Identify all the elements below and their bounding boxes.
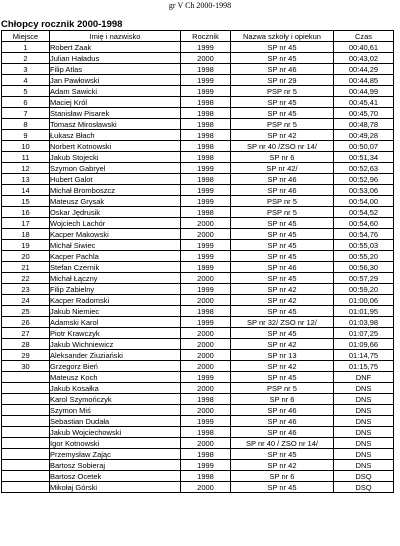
school-cell: SP nr 6 [231,394,334,405]
time-cell: 00:54,52 [334,207,394,218]
birth-year-cell: 1999 [181,75,231,86]
time-cell: 00:50,07 [334,141,394,152]
place-cell [2,383,50,394]
school-cell: SP nr 46 [231,174,334,185]
athlete-name-cell: Wojciech Lachór [50,218,181,229]
place-cell: 28 [2,339,50,350]
athlete-name-cell: Bartosz Ocetek [50,471,181,482]
place-cell: 20 [2,251,50,262]
birth-year-cell: 1999 [181,317,231,328]
table-row [2,361,394,372]
school-cell: PSP nr 5 [231,196,334,207]
place-cell: 18 [2,229,50,240]
time-cell: 00:55,03 [334,240,394,251]
school-cell: SP nr 13 [231,350,334,361]
table-row [2,317,394,328]
school-cell: SP nr 42 [231,339,334,350]
table-row [2,64,394,75]
athlete-name-cell: Robert Zaak [50,42,181,53]
time-cell: 00:54,00 [334,196,394,207]
table-row [2,251,394,262]
page-header-title: gr V Ch 2000-1998 [168,1,232,10]
time-cell: 00:57,29 [334,273,394,284]
athlete-name-cell: Mikołaj Górski [50,482,181,493]
table-row [2,350,394,361]
school-cell: SP nr 40 /ZSO nr 14/ [231,141,334,152]
place-cell [2,394,50,405]
place-cell: 10 [2,141,50,152]
school-cell: SP nr 42 [231,460,334,471]
school-cell: SP nr 45 [231,372,334,383]
time-cell: DNS [334,427,394,438]
school-cell: PSP nr 5 [231,119,334,130]
birth-year-cell: 2000 [181,328,231,339]
table-row [2,460,394,471]
athlete-name-cell: Szymon Miś [50,405,181,416]
table-row [2,284,394,295]
time-cell: DSQ [334,471,394,482]
birth-year-cell: 1998 [181,152,231,163]
school-cell: SP nr 42/ [231,163,334,174]
birth-year-cell: 2000 [181,405,231,416]
time-cell: 00:44,99 [334,86,394,97]
athlete-name-cell: Mateusz Grysak [50,196,181,207]
school-cell: SP nr 29 [231,75,334,86]
athlete-name-cell: Jan Pawłowski [50,75,181,86]
time-cell: 00:45,41 [334,97,394,108]
birth-year-cell: 1999 [181,185,231,196]
athlete-name-cell: Stanisław Pisarek [50,108,181,119]
table-row [2,427,394,438]
place-cell: 24 [2,295,50,306]
birth-year-cell: 1999 [181,196,231,207]
athlete-name-cell: Filip Zabielny [50,284,181,295]
place-cell: 15 [2,196,50,207]
results-table [1,30,394,493]
birth-year-cell: 1998 [181,471,231,482]
athlete-name-cell: Maciej Król [50,97,181,108]
table-row [2,42,394,53]
place-cell [2,427,50,438]
athlete-name-cell: Norbert Kotnowski [50,141,181,152]
birth-year-cell: 2000 [181,229,231,240]
birth-year-cell: 1999 [181,240,231,251]
table-row [2,449,394,460]
school-cell: SP nr 45 [231,251,334,262]
school-cell: SP nr 45 [231,53,334,64]
place-cell: 7 [2,108,50,119]
birth-year-cell: 1999 [181,86,231,97]
time-cell: DNS [334,416,394,427]
table-row [2,207,394,218]
birth-year-cell: 1998 [181,141,231,152]
athlete-name-cell: Stefan Czernik [50,262,181,273]
table-row [2,471,394,482]
athlete-name-cell: Adam Sawicki [50,86,181,97]
time-cell: 00:52,63 [334,163,394,174]
column-header-place: Miejsce [2,31,50,42]
table-row [2,482,394,493]
birth-year-cell: 1998 [181,174,231,185]
athlete-name-cell: Tomasz Mirosławski [50,119,181,130]
table-row [2,229,394,240]
school-cell: SP nr 42 [231,295,334,306]
place-cell: 19 [2,240,50,251]
table-row [2,218,394,229]
school-cell: SP nr 45 [231,108,334,119]
place-cell: 29 [2,350,50,361]
birth-year-cell: 2000 [181,361,231,372]
table-row [2,262,394,273]
table-row [2,273,394,284]
column-header-name: Imię i nazwisko [50,31,181,42]
athlete-name-cell: Jakub Stojecki [50,152,181,163]
time-cell: 00:53,06 [334,185,394,196]
birth-year-cell: 1999 [181,163,231,174]
table-row [2,108,394,119]
school-cell: SP nr 32/ ZSO nr 12/ [231,317,334,328]
school-cell: SP nr 42 [231,361,334,372]
school-cell: SP nr 45 [231,328,334,339]
school-cell: PSP nr 5 [231,86,334,97]
school-cell: SP nr 45 [231,482,334,493]
table-row [2,97,394,108]
place-cell [2,471,50,482]
place-cell: 4 [2,75,50,86]
time-cell: 00:59,20 [334,284,394,295]
place-cell: 17 [2,218,50,229]
time-cell: 00:51,34 [334,152,394,163]
athlete-name-cell: Jakub Niemiec [50,306,181,317]
athlete-name-cell: Oskar Jędrusik [50,207,181,218]
place-cell [2,416,50,427]
birth-year-cell: 2000 [181,339,231,350]
table-row [2,372,394,383]
birth-year-cell: 1999 [181,460,231,471]
athlete-name-cell: Szymon Gabryel [50,163,181,174]
column-header-time: Czas [334,31,394,42]
athlete-name-cell: Michał Siwiec [50,240,181,251]
birth-year-cell: 2000 [181,438,231,449]
place-cell: 26 [2,317,50,328]
time-cell: 01:14,75 [334,350,394,361]
athlete-name-cell: Bartosz Sobieraj [50,460,181,471]
time-cell: 01:01,95 [334,306,394,317]
time-cell: 00:44,85 [334,75,394,86]
birth-year-cell: 1998 [181,119,231,130]
place-cell: 1 [2,42,50,53]
time-cell: 00:40,61 [334,42,394,53]
time-cell: DNS [334,405,394,416]
athlete-name-cell: Julian Haładus [50,53,181,64]
time-cell: 00:52,96 [334,174,394,185]
table-row [2,152,394,163]
time-cell: 00:56,30 [334,262,394,273]
school-cell: SP nr 45 [231,240,334,251]
time-cell: 00:54,60 [334,218,394,229]
school-cell: SP nr 46 [231,64,334,75]
birth-year-cell: 2000 [181,350,231,361]
table-row [2,130,394,141]
time-cell: DNF [334,372,394,383]
time-cell: DNS [334,438,394,449]
school-cell: SP nr 46 [231,185,334,196]
athlete-name-cell: Michał Łączny [50,273,181,284]
table-row [2,339,394,350]
time-cell: 00:55,20 [334,251,394,262]
birth-year-cell: 1999 [181,416,231,427]
table-row [2,53,394,64]
table-row [2,196,394,207]
table-row [2,75,394,86]
school-cell: SP nr 6 [231,152,334,163]
place-cell: 14 [2,185,50,196]
time-cell: DSQ [334,482,394,493]
time-cell: 01:03,98 [334,317,394,328]
time-cell: 01:09,66 [334,339,394,350]
birth-year-cell: 1999 [181,284,231,295]
time-cell: 00:54,76 [334,229,394,240]
athlete-name-cell: Jakub Wichniewicz [50,339,181,350]
time-cell: 00:44,29 [334,64,394,75]
place-cell: 27 [2,328,50,339]
athlete-name-cell: Karol Szymończyk [50,394,181,405]
table-row [2,383,394,394]
birth-year-cell: 1998 [181,306,231,317]
place-cell: 2 [2,53,50,64]
place-cell: 30 [2,361,50,372]
place-cell: 13 [2,174,50,185]
athlete-name-cell: Jakub Wojciechowski [50,427,181,438]
table-row [2,185,394,196]
school-cell: SP nr 42 [231,284,334,295]
school-cell: PSP nr 5 [231,207,334,218]
school-cell: SP nr 45 [231,229,334,240]
place-cell [2,438,50,449]
birth-year-cell: 2000 [181,273,231,284]
table-row [2,295,394,306]
time-cell: DNS [334,460,394,471]
place-cell [2,482,50,493]
school-cell: SP nr 46 [231,262,334,273]
table-row [2,306,394,317]
birth-year-cell: 1998 [181,449,231,460]
birth-year-cell: 2000 [181,482,231,493]
birth-year-cell: 2000 [181,383,231,394]
athlete-name-cell: Przemysław Zając [50,449,181,460]
athlete-name-cell: Hubert Galot [50,174,181,185]
school-cell: SP nr 45 [231,42,334,53]
column-header-school: Nazwa szkoły i opiekun [231,31,334,42]
place-cell: 3 [2,64,50,75]
time-cell: 00:45,70 [334,108,394,119]
school-cell: SP nr 42 [231,130,334,141]
time-cell: DNS [334,449,394,460]
section-title: Chłopcy rocznik 2000-1998 [1,19,123,30]
time-cell: 01:07,25 [334,328,394,339]
place-cell: 11 [2,152,50,163]
birth-year-cell: 1998 [181,427,231,438]
school-cell: PSP nr 5 [231,383,334,394]
place-cell [2,405,50,416]
place-cell: 21 [2,262,50,273]
athlete-name-cell: Aleksander Ziuziański [50,350,181,361]
school-cell: SP nr 45 [231,273,334,284]
time-cell: DNS [334,394,394,405]
results-table-body [2,42,394,493]
birth-year-cell: 2000 [181,53,231,64]
birth-year-cell: 1999 [181,251,231,262]
athlete-name-cell: Filip Atlas [50,64,181,75]
school-cell: SP nr 46 [231,405,334,416]
table-row [2,86,394,97]
athlete-name-cell: Adamski Karol [50,317,181,328]
birth-year-cell: 2000 [181,218,231,229]
school-cell: SP nr 45 [231,449,334,460]
school-cell: SP nr 45 [231,306,334,317]
place-cell [2,372,50,383]
athlete-name-cell: Kacper Makowski [50,229,181,240]
place-cell: 16 [2,207,50,218]
birth-year-cell: 1999 [181,262,231,273]
time-cell: 01:00,06 [334,295,394,306]
school-cell: SP nr 46 [231,427,334,438]
table-header-row [2,31,394,42]
athlete-name-cell: Jakub Kosałka [50,383,181,394]
athlete-name-cell: Kacper Radomski [50,295,181,306]
table-row [2,240,394,251]
athlete-name-cell: Grzegorz Bień [50,361,181,372]
time-cell: DNS [334,383,394,394]
table-row [2,328,394,339]
table-row [2,416,394,427]
place-cell: 8 [2,119,50,130]
birth-year-cell: 1998 [181,97,231,108]
place-cell: 6 [2,97,50,108]
athlete-name-cell: Igor Kotnowski [50,438,181,449]
time-cell: 00:49,28 [334,130,394,141]
athlete-name-cell: Michał Bromboszcz [50,185,181,196]
place-cell: 9 [2,130,50,141]
athlete-name-cell: Łukasz Błach [50,130,181,141]
time-cell: 00:48,78 [334,119,394,130]
birth-year-cell: 1998 [181,130,231,141]
place-cell [2,449,50,460]
birth-year-cell: 1998 [181,64,231,75]
school-cell: SP nr 40 / ZSO nr 14/ [231,438,334,449]
table-row [2,119,394,130]
time-cell: 00:43,02 [334,53,394,64]
table-row [2,394,394,405]
table-row [2,438,394,449]
school-cell: SP nr 6 [231,471,334,482]
birth-year-cell: 1998 [181,108,231,119]
place-cell: 23 [2,284,50,295]
school-cell: SP nr 46 [231,416,334,427]
athlete-name-cell: Kacper Pachla [50,251,181,262]
table-row [2,174,394,185]
birth-year-cell: 1998 [181,207,231,218]
school-cell: SP nr 45 [231,97,334,108]
column-header-year: Rocznik [181,31,231,42]
place-cell: 5 [2,86,50,97]
table-row [2,141,394,152]
table-row [2,405,394,416]
place-cell: 12 [2,163,50,174]
birth-year-cell: 2000 [181,295,231,306]
athlete-name-cell: Piotr Krawczyk [50,328,181,339]
place-cell: 22 [2,273,50,284]
athlete-name-cell: Mateusz Koch [50,372,181,383]
birth-year-cell: 1998 [181,394,231,405]
birth-year-cell: 1999 [181,42,231,53]
place-cell [2,460,50,471]
place-cell: 25 [2,306,50,317]
birth-year-cell: 1999 [181,372,231,383]
table-row [2,163,394,174]
athlete-name-cell: Sebastian Dudała [50,416,181,427]
time-cell: 01:15,75 [334,361,394,372]
school-cell: SP nr 45 [231,218,334,229]
